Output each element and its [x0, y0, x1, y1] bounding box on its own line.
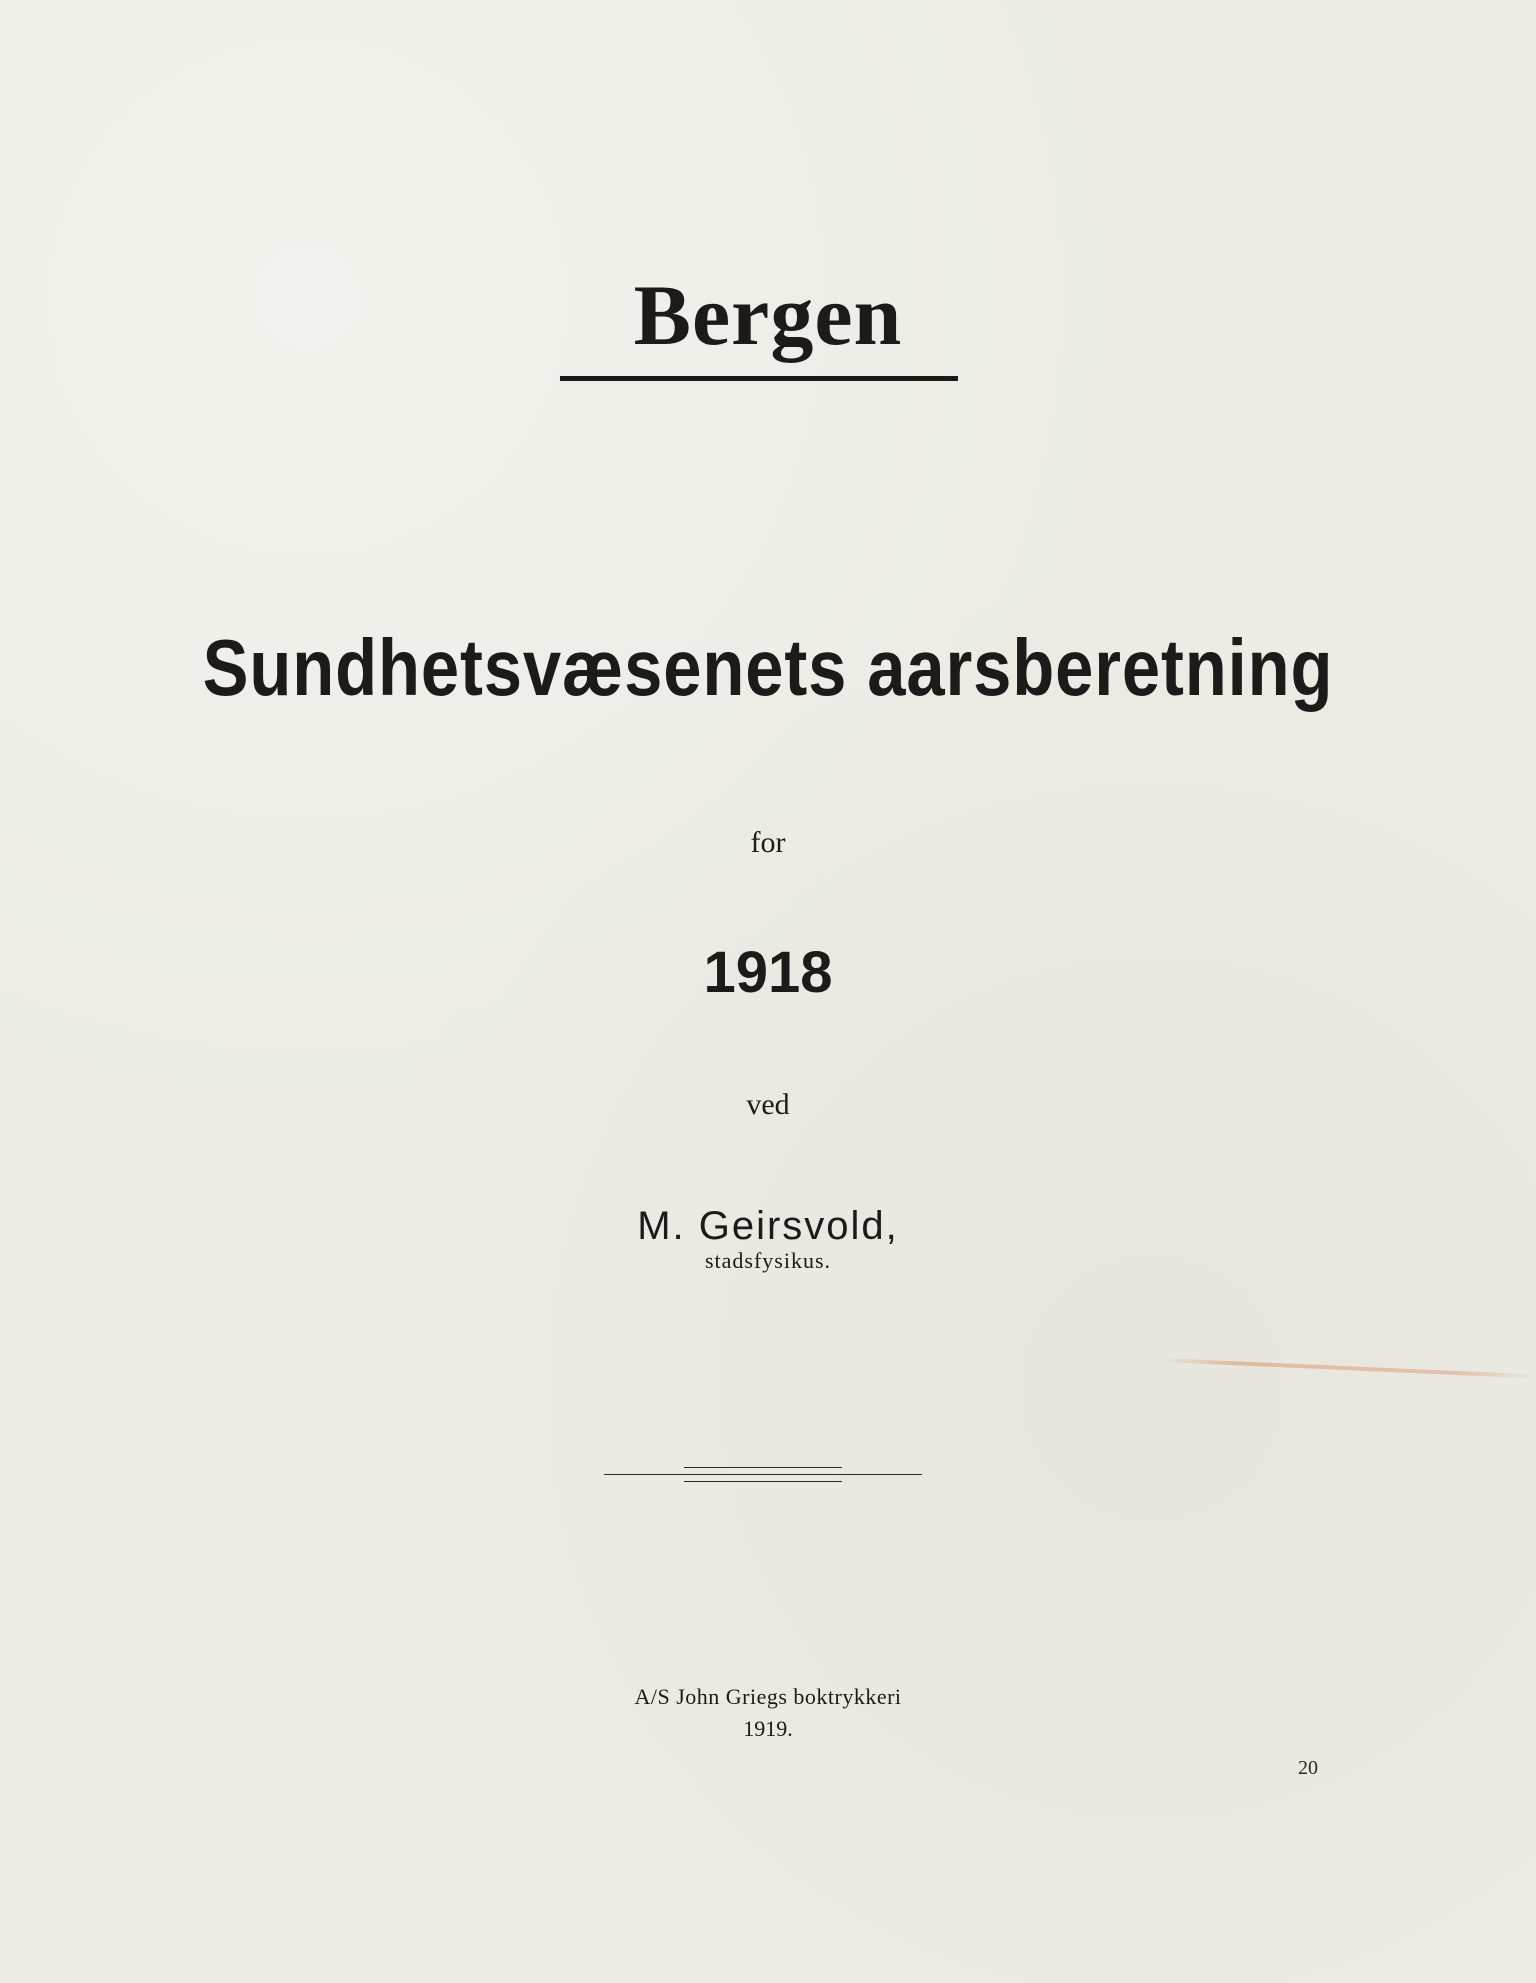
report-year: 1918	[703, 940, 833, 1005]
printer-year: 1919.	[743, 1716, 793, 1741]
page-number: 20	[1298, 1757, 1318, 1779]
author-name: M. Geirsvold,	[637, 1204, 899, 1248]
ved-word: ved	[746, 1088, 790, 1121]
printer-name: A/S John Griegs boktrykkeri	[634, 1684, 902, 1709]
city-heading: Bergen	[633, 267, 903, 363]
author-role: stadsfysikus.	[704, 1248, 832, 1273]
ornament-line-short-top	[684, 1467, 842, 1468]
report-title: Sundhetsvæsenets aarsberetning	[202, 623, 1334, 712]
paper-stain	[1160, 1358, 1536, 1378]
ornament-line-long	[604, 1474, 922, 1475]
for-word: for	[750, 826, 786, 859]
heading-underline	[560, 376, 958, 381]
ornament-line-short-bottom	[684, 1481, 842, 1482]
